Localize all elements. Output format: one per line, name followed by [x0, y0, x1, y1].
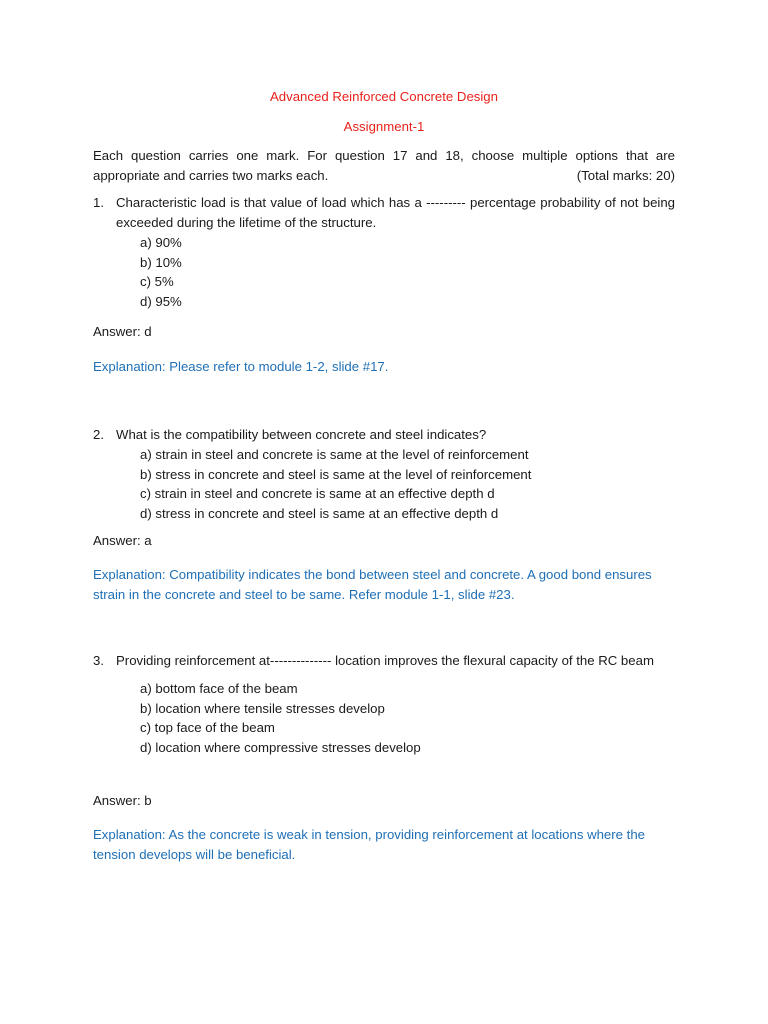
question-3 — [93, 651, 675, 757]
option-c: c) strain in steel and concrete is same at an effective depth d — [140, 486, 495, 501]
option-b: b) stress in concrete and steel is same at the level of reinforcement — [140, 466, 532, 482]
question-1 — [93, 193, 675, 311]
question-number: 3. — [93, 653, 104, 668]
question-1-head — [93, 193, 675, 233]
instructions — [93, 146, 675, 186]
option-a: a) bottom face of the beam — [140, 681, 298, 696]
question-3-head — [93, 651, 675, 671]
option-b: b) location where tensile stresses develop — [140, 700, 385, 716]
total-marks: (Total marks: 20) — [576, 168, 675, 183]
explanation-2: Explanation: Compatibility indicates the bond between steel and concrete. A good bond ensures strain in the concrete and steel to be same. Refer module 1-1, slide #23. — [93, 567, 652, 602]
instructions-line-2: appropriate and carries two marks each. — [93, 168, 329, 183]
option-d: d) location where compressive stresses develop — [140, 739, 421, 755]
question-1-options — [140, 233, 675, 311]
document-title: Advanced Reinforced Concrete Design — [270, 89, 498, 104]
question-2-head — [93, 425, 675, 445]
answer-1: Answer: d — [93, 324, 152, 339]
option-c: c) 5% — [140, 274, 174, 289]
question-3-options — [140, 679, 675, 757]
option-c: c) top face of the beam — [140, 720, 275, 735]
answer-2: Answer: a — [93, 533, 152, 548]
explanation-1: Explanation: Please refer to module 1-2, slide #17. — [93, 359, 389, 374]
question-text: Providing reinforcement at-------------- location improves the flexural capacity of the RC beam — [116, 653, 654, 668]
question-text: Characteristic load is that value of load which has a --------- percentage probability of not being exceeded during the lifetime of the structure. — [116, 195, 675, 230]
question-number: 1. — [93, 195, 104, 210]
option-a: a) 90% — [140, 235, 182, 250]
question-number: 2. — [93, 427, 104, 442]
option-b: b) 10% — [140, 254, 182, 270]
question-2 — [93, 425, 675, 523]
answer-3: Answer: b — [93, 793, 152, 808]
question-text: What is the compatibility between concrete and steel indicates? — [116, 427, 487, 442]
option-d: d) stress in concrete and steel is same at an effective depth d — [140, 505, 499, 521]
question-2-options — [140, 445, 675, 523]
instructions-line-1: Each question carries one mark. For question 17 and 18, choose multiple options that are — [93, 148, 675, 163]
document-subtitle: Assignment-1 — [343, 119, 425, 134]
instructions-line-2-row — [93, 166, 675, 186]
option-d: d) 95% — [140, 293, 182, 309]
option-a: a) strain in steel and concrete is same at the level of reinforcement — [140, 447, 529, 462]
explanation-3: Explanation: As the concrete is weak in tension, providing reinforcement at locations where the tension develops will be beneficial. — [93, 827, 645, 862]
